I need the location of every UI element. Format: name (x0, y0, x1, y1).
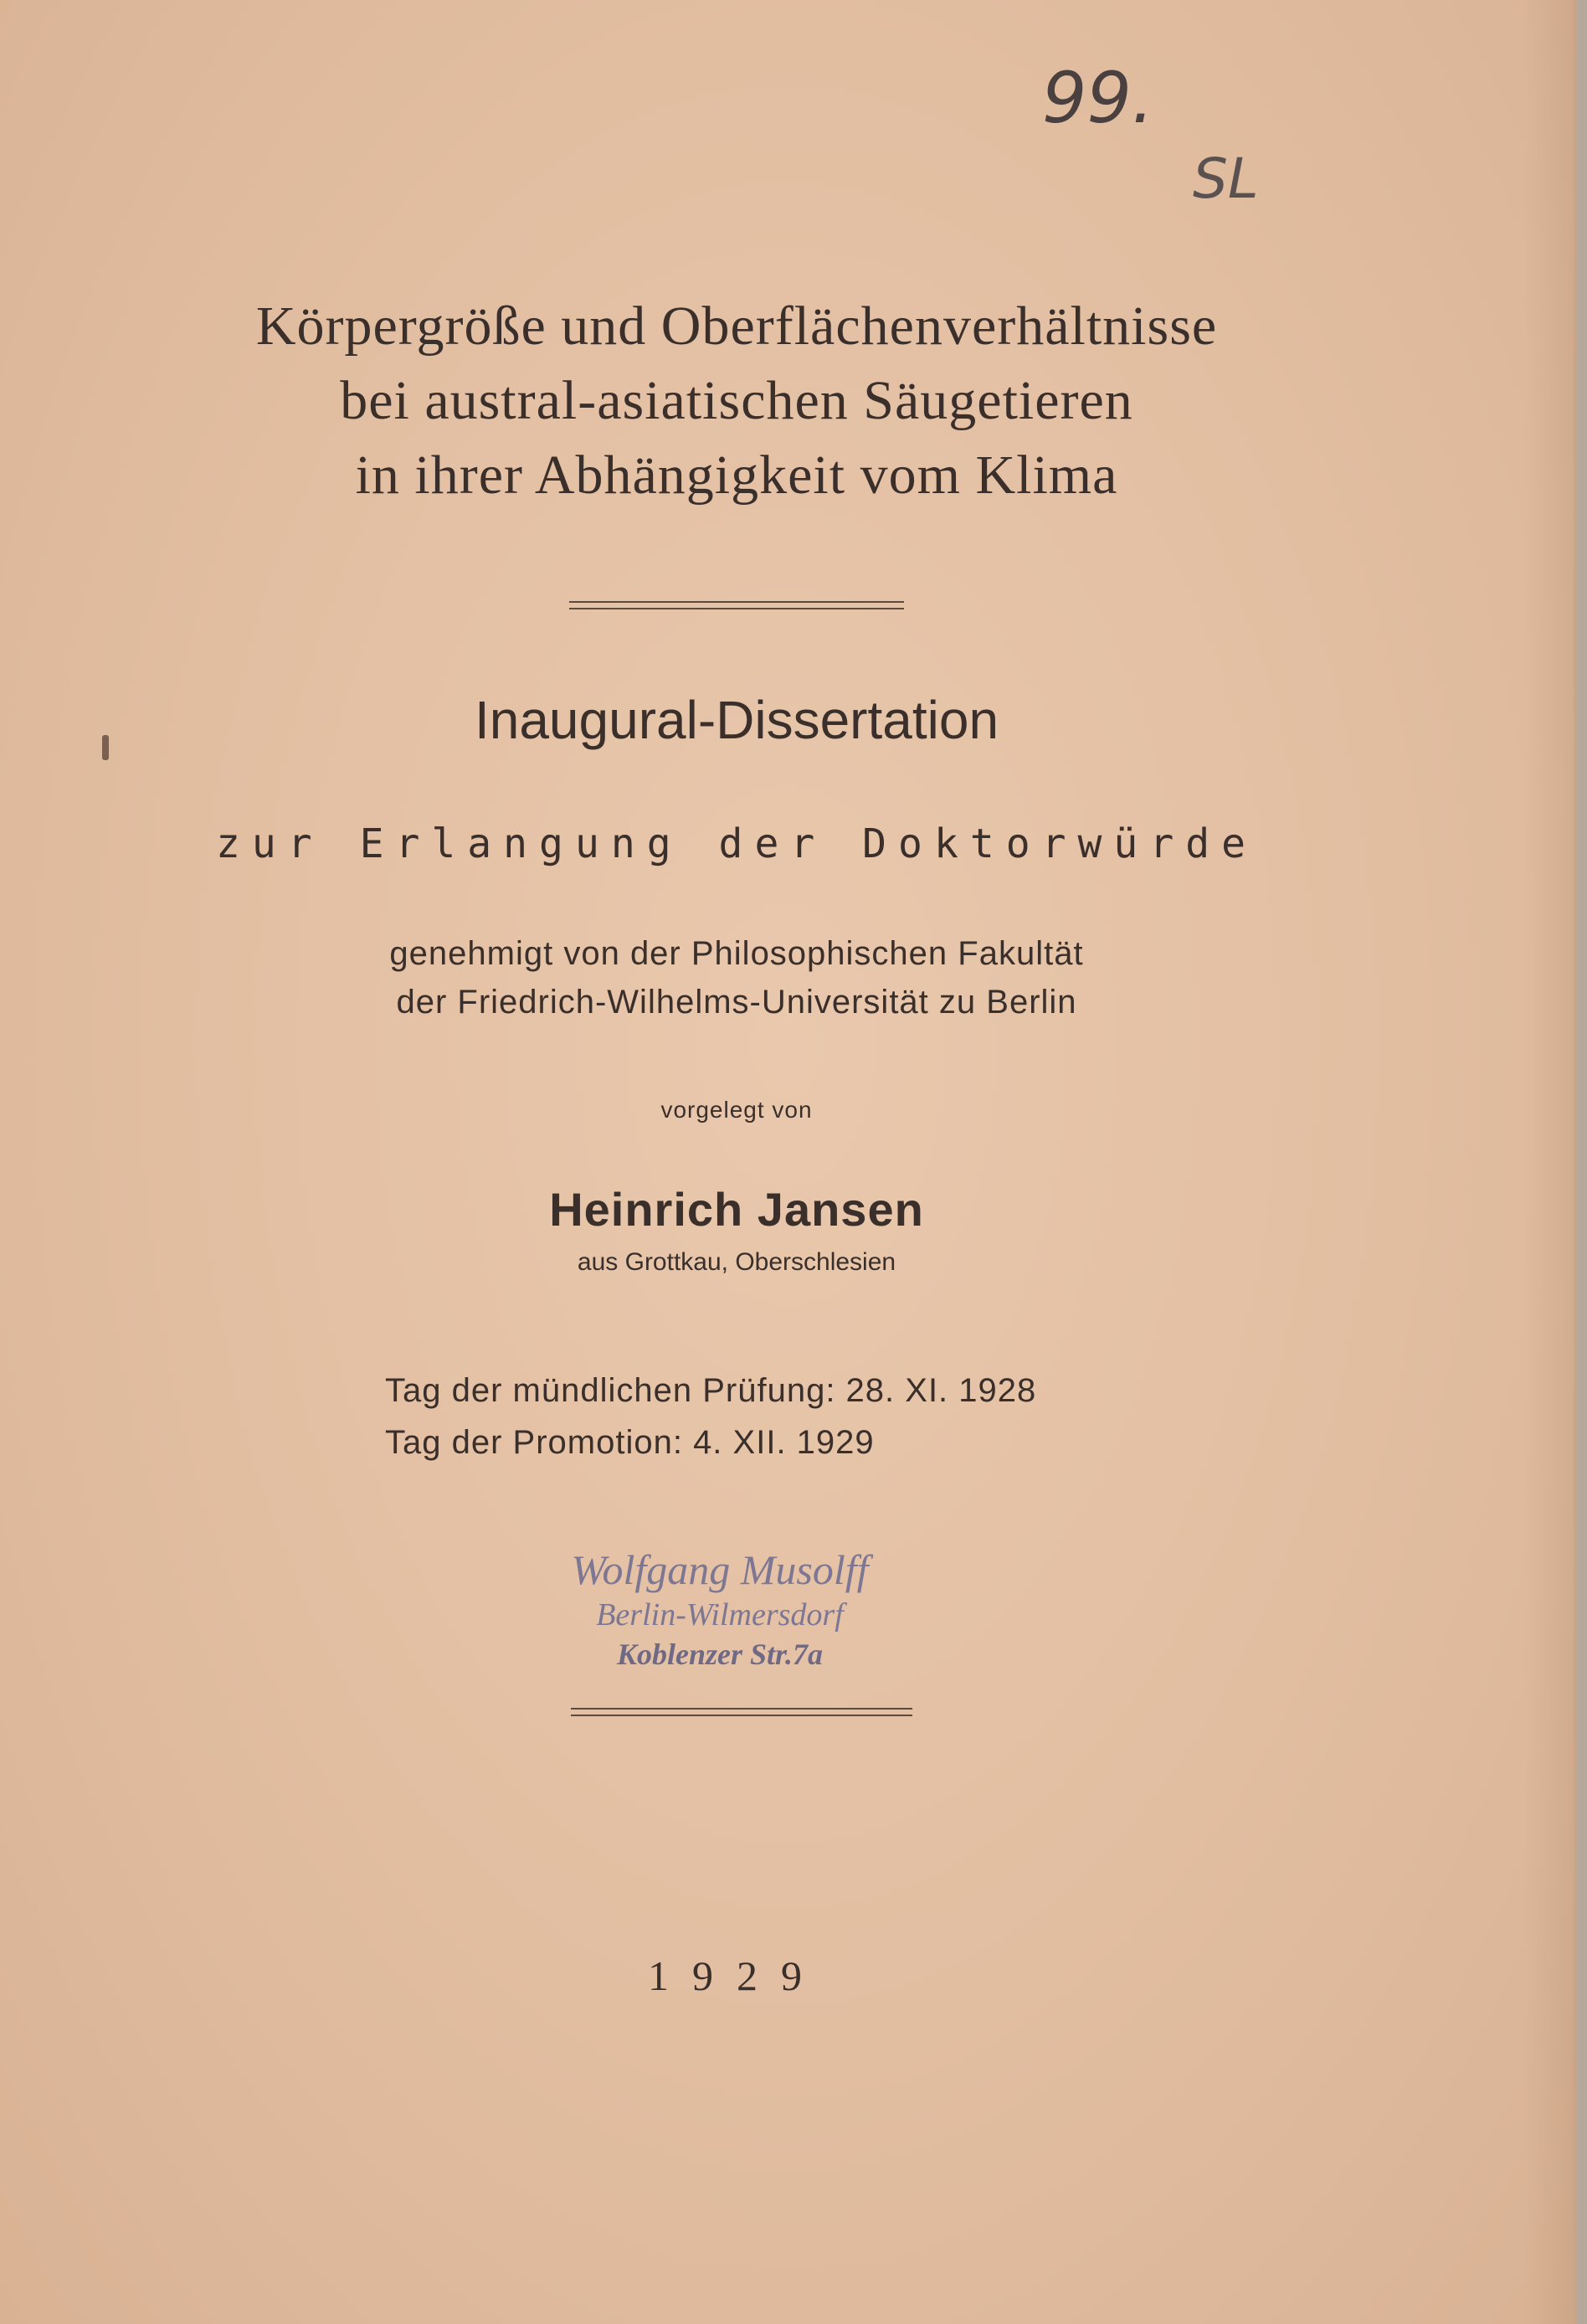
divider-rule (571, 1708, 912, 1716)
page-edge-shadow (1523, 0, 1574, 2324)
title-line: bei austral-asiatischen Säugetieren (340, 370, 1133, 431)
publication-year: 1929 (648, 1952, 825, 1999)
thesis-title (0, 289, 1473, 512)
title-line: in ihrer Abhängigkeit vom Klima (355, 445, 1118, 506)
exam-dates (385, 1365, 1036, 1468)
title-line: Körpergröße und Oberflächenverhältnisse (255, 296, 1218, 357)
faculty-approval (0, 929, 1473, 1026)
owner-stamp (502, 1545, 937, 1674)
stamp-street: Koblenzer Str.7a (616, 1638, 824, 1671)
stamp-name: Wolfgang Musolff (571, 1546, 869, 1593)
degree-purpose: zur Erlangung der Doktorwürde (215, 820, 1258, 867)
faculty-line: der Friedrich-Wilhelms-Universität zu Berlin (396, 984, 1077, 1021)
presented-by: vorgelegt von (660, 1097, 813, 1123)
author-origin: aus Grottkau, Oberschlesien (577, 1248, 896, 1276)
stamp-city: Berlin-Wilmersdorf (596, 1597, 844, 1632)
handwritten-initials: SL (1193, 147, 1259, 211)
handwritten-number: 99. (1042, 57, 1154, 139)
oral-exam-date: Tag der mündlichen Prüfung: 28. XI. 1928 (385, 1372, 1037, 1409)
dissertation-label: Inaugural-Dissertation (474, 690, 999, 750)
author-name: Heinrich Jansen (549, 1183, 924, 1236)
divider-rule (569, 601, 904, 609)
promotion-date: Tag der Promotion: 4. XII. 1929 (385, 1424, 875, 1461)
faculty-line: genehmigt von der Philosophischen Fakultät (389, 935, 1084, 972)
